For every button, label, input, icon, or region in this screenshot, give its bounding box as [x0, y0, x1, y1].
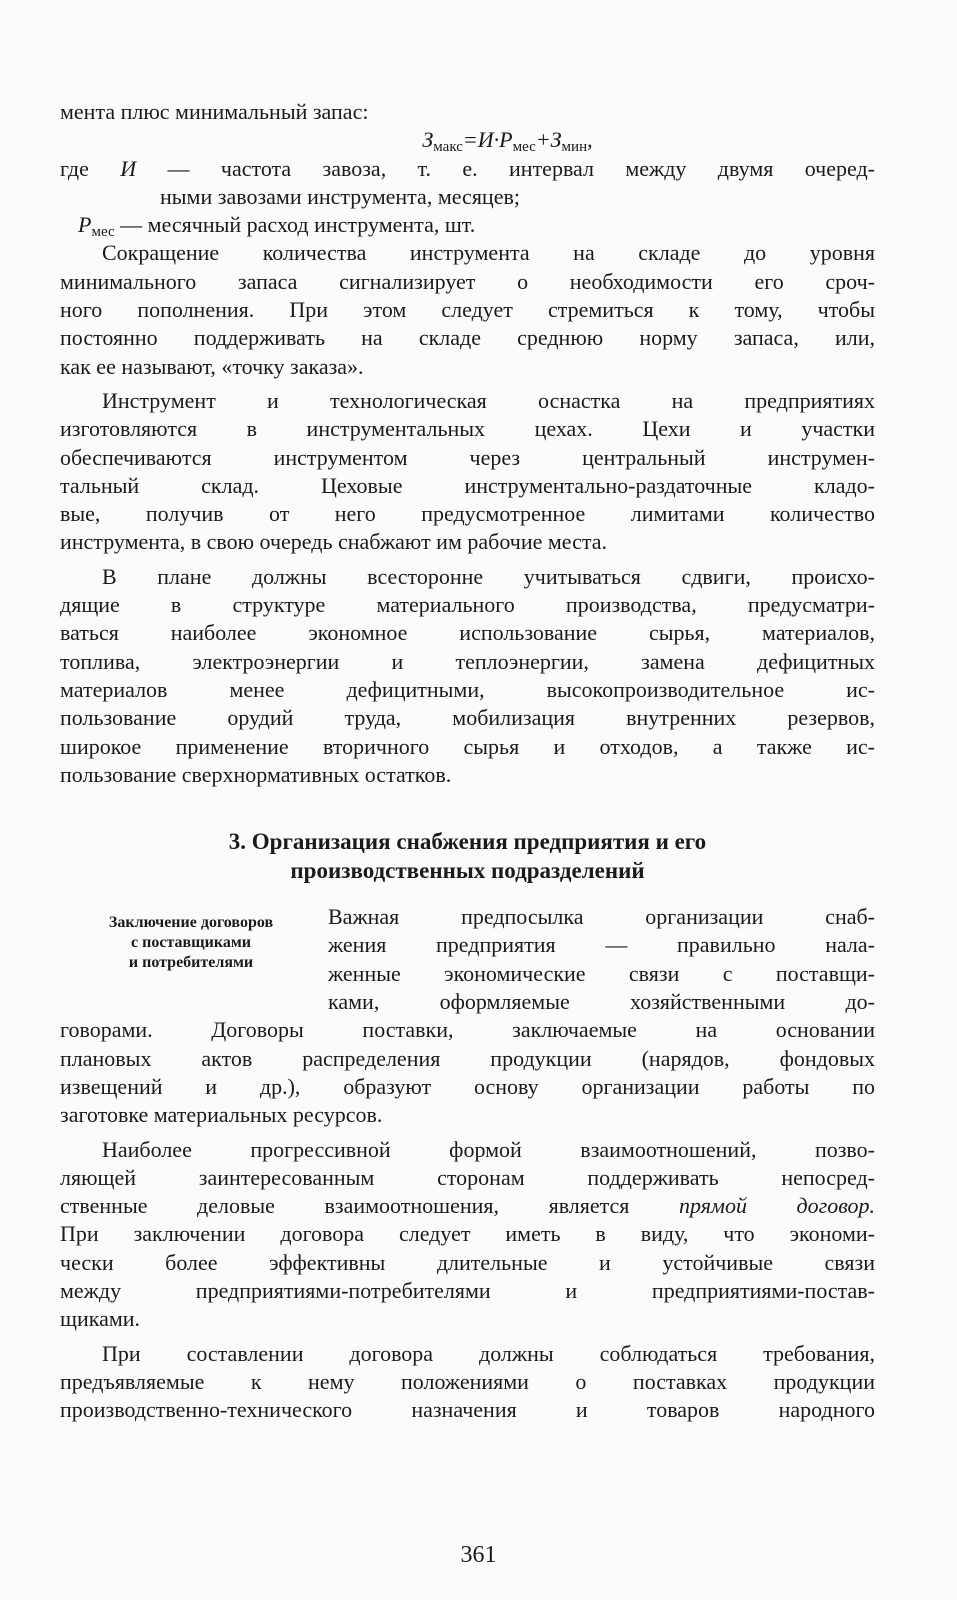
text-line: изготовляются в инструментальных цехах. Цехи и участки [60, 416, 875, 442]
page-text [60, 98, 875, 1424]
text-line: между предприятиями-потребителями и предприятиями-постав- [60, 1277, 875, 1303]
page-number: 361 [460, 1542, 497, 1568]
text-line: щиками. [60, 1306, 141, 1332]
text-line: При заключении договора следует иметь в виду, что экономи- [60, 1221, 875, 1247]
heading-line: 3. Организация снабжения предприятия и его [228, 829, 707, 855]
text-line: постоянно поддерживать на складе среднюю норму запаса, или, [60, 325, 875, 351]
text-line: ваться наиболее экономное использование сырья, материалов, [60, 620, 875, 646]
text-line: обеспечиваются инструментом через центральный инструмен- [60, 444, 875, 470]
text-line: В плане должны всесторонне учитываться сдвиги, происхо- [102, 563, 875, 589]
text-line: ного пополнения. При этом следует стремиться к тому, чтобы [60, 297, 875, 323]
text-line: Наиболее прогрессивной формой взаимоотношений, позво- [102, 1136, 875, 1162]
text-line: ляющей заинтересованным сторонам поддерживать непосред- [60, 1164, 875, 1190]
text-line: широкое применение вторичного сырья и отходов, а также ис- [60, 733, 875, 759]
text-line: чески более эффективны длительные и устойчивые связи [60, 1249, 875, 1275]
text-line: плановых актов распределения продукции (нарядов, фондовых [60, 1045, 875, 1071]
where-line-3: $Р_{мес}$ — месячный расход инструмента, шт. [78, 212, 476, 241]
text-line: ственные деловые взаимоотношения, является прямой договор. [60, 1193, 876, 1219]
text-line: тальный склад. Цеховые инструментально-раздаточные кладо- [60, 472, 875, 498]
text-line: мента плюс минимальный запас: [60, 99, 369, 124]
where-line-2: ными завозами инструмента, месяцев; [160, 183, 520, 209]
text-line: как ее называют, «точку заказа». [60, 353, 364, 379]
section-body [60, 903, 875, 1424]
text-line: заготовке материальных ресурсов. [60, 1102, 383, 1128]
section-heading [60, 827, 875, 885]
text-line: пользование сверхнормативных остатков. [60, 761, 452, 787]
text-line: материалов менее дефицитными, высокопроизводительное ис- [60, 676, 875, 702]
text-line: жения предприятия — правильно нала- [328, 932, 875, 958]
text-line: инструмента, в свою очередь снабжают им рабочие места. [60, 529, 608, 555]
text-line: извещений и др.), образуют основу организации работы по [60, 1073, 875, 1099]
heading-line: производственных подразделений [290, 858, 645, 884]
where-line-1: где И — частота завоза, т. е. интервал между двумя очеред- [60, 155, 876, 181]
text-line: Инструмент и технологическая оснастка на предприятиях [102, 387, 875, 413]
text-line: ками, оформляемые хозяйственными до- [328, 989, 875, 1015]
text-line: дящие в структуре материального производства, предусматри- [60, 592, 875, 618]
text-line: женные экономические связи с поставщи- [328, 960, 875, 986]
side-column-text [328, 903, 875, 1016]
text-line: При составлении договора должны соблюдаться требования, [102, 1340, 875, 1366]
text-line: Сокращение количества инструмента на складе до уровня [102, 240, 875, 266]
text-line: Важная предпосылка организации снаб- [328, 904, 875, 930]
text-line: вые, получив от него предусмотренное лимитами количество [60, 501, 875, 527]
text-line: топлива, электроэнергии и теплоэнергии, замена дефицитных [60, 648, 875, 674]
emphasis: прямой договор. [679, 1193, 876, 1219]
formula-zmax: $З_{макс}=И\cdot Р_{мес}+З_{мин}$, [422, 127, 593, 156]
text-line: говорами. Договоры поставки, заключаемые на основании [60, 1017, 875, 1043]
text-line: предъявляемые к нему положениями о поставках продукции [60, 1368, 875, 1394]
text-line: пользование орудий труда, мобилизация внутренних резервов, [60, 705, 875, 731]
side-note: Заключение договоров с поставщиками и потребителями [108, 914, 274, 972]
text-line: производственно-технического назначения и товаров народного [60, 1397, 875, 1423]
text-line: минимального запаса сигнализирует о необходимости его сроч- [60, 268, 875, 294]
